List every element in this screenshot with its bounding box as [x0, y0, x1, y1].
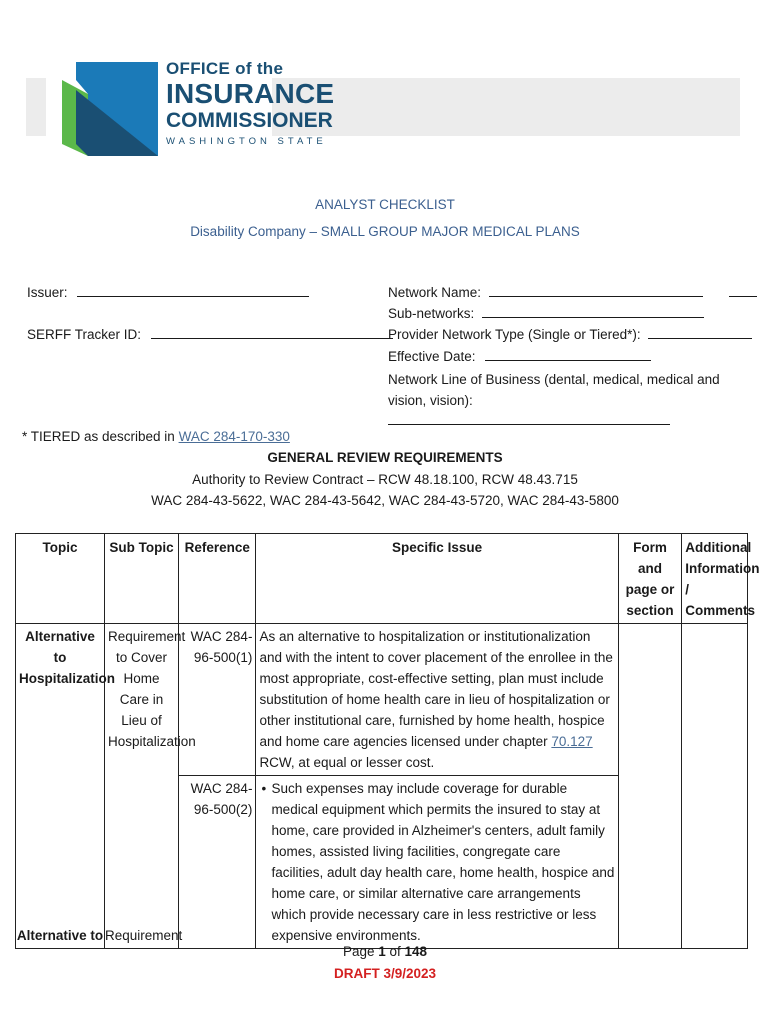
provider-type-blank[interactable]: [648, 326, 752, 339]
provider-type-field[interactable]: [388, 326, 752, 342]
topic-cell: [16, 624, 116, 949]
table-header-row: [16, 534, 748, 624]
table-row: [16, 624, 748, 776]
logo-line-insurance: INSURANCE: [166, 78, 335, 109]
reference-cell: WAC 284-96-500(2): [179, 776, 256, 949]
page-number: [0, 944, 770, 959]
draft-date-label: DRAFT 3/9/2023: [333, 966, 437, 981]
sub-topic-text: Requirement to Cover Home Care in Lieu of Hospitalization: [107, 629, 196, 749]
provider-type-label: Provider Network Type (Single or Tiered*):: [388, 327, 641, 342]
topic-text: Alternative to Hospitalization: [19, 629, 116, 686]
document-title: ANALYST CHECKLIST: [315, 197, 455, 212]
issuer-label: Issuer:: [27, 285, 68, 300]
logo-line-state: WASHINGTON STATE: [166, 136, 327, 147]
network-name-field[interactable]: [388, 284, 757, 300]
page-prefix: Page: [342, 944, 379, 959]
tiered-note: [22, 429, 290, 444]
network-name-blank[interactable]: [489, 284, 703, 297]
oic-logo-text: [166, 60, 334, 147]
line-of-business-blank[interactable]: [388, 424, 670, 425]
sub-networks-label: Sub-networks:: [388, 306, 475, 321]
line-of-business-label: Network Line of Business (dental, medical, medical and vision, vision):: [388, 372, 720, 408]
logo-line-commissioner: COMMISSIONER: [166, 109, 333, 132]
header-banner-left: [26, 78, 46, 136]
sub-topic-cell: [104, 624, 196, 949]
general-review-heading: GENERAL REVIEW REQUIREMENTS: [267, 450, 503, 465]
effective-date-blank[interactable]: [485, 348, 651, 361]
document-subtitle: Disability Company – SMALL GROUP MAJOR MEDICAL PLANS: [190, 224, 580, 239]
effective-date-field[interactable]: [388, 348, 651, 364]
next-sub-topic-text: Requirement: [104, 928, 183, 943]
authority-line-2: WAC 284-43-5622, WAC 284-43-5642, WAC 284-43-5720, WAC 284-43-5800: [151, 493, 619, 508]
specific-issue-cell: [256, 776, 618, 949]
header-additional-info: Additional Information / Comments: [682, 534, 748, 624]
network-name-label: Network Name:: [388, 285, 482, 300]
logo-line-office: OFFICE of the: [166, 59, 284, 78]
wac-284-170-330-link[interactable]: WAC 284-170-330: [178, 429, 290, 444]
issuer-field[interactable]: [27, 284, 309, 300]
header-banner-right: [272, 78, 740, 136]
authority-line-1: Authority to Review Contract – RCW 48.18.100, RCW 48.43.715: [192, 472, 578, 487]
next-topic-text: Alternative to: [16, 928, 104, 943]
serff-field[interactable]: [27, 326, 393, 342]
review-table: [15, 533, 760, 949]
serff-blank[interactable]: [151, 326, 393, 339]
header-topic: Topic: [16, 534, 105, 624]
page-current: 1: [378, 944, 386, 959]
tiered-note-text: * TIERED as described in: [22, 429, 179, 444]
page-of: of: [385, 944, 405, 959]
sub-networks-field[interactable]: [388, 305, 704, 321]
additional-info-cell[interactable]: [682, 624, 748, 949]
rcw-70-127-link[interactable]: 70.127: [551, 734, 593, 749]
header-sub-topic: Sub Topic: [104, 534, 178, 624]
page-total: 148: [404, 944, 428, 959]
issue-text-before: As an alternative to hospitalization or institutionalization and with the intent to cover placement of the enrollee in the most appropriate, cost-effective setting, plan must include substitution of home health care in lieu of hospitalization or other institutional care, furnished by home health, hospice and home care agencies licensed under chapter: [259, 629, 613, 749]
oic-logo-icon: [58, 60, 158, 160]
header-reference: Reference: [179, 534, 256, 624]
header-specific-issue: Specific Issue: [256, 534, 618, 624]
bullet-item: • Such expenses may include coverage for durable medical equipment which permits the insured to stay at home, care provided in Alzheimer's centers, adult family homes, assisted living facilities, congregate care facilities, adult day health care, home health, hospice and home care, or similar alternative care arrangements which provide necessary care in less restrictive or less expensive environments.: [271, 778, 614, 946]
form-page-cell[interactable]: [618, 624, 682, 949]
reference-cell: WAC 284-96-500(1): [179, 624, 256, 776]
specific-issue-cell: [256, 624, 618, 776]
serff-label: SERFF Tracker ID:: [27, 327, 142, 342]
network-name-blank-2[interactable]: [729, 284, 757, 297]
sub-networks-blank[interactable]: [482, 305, 704, 318]
issuer-blank[interactable]: [77, 284, 309, 297]
effective-date-label: Effective Date:: [388, 349, 476, 364]
issue-text-after: RCW, at equal or lesser cost.: [259, 755, 435, 770]
header-form-page: Form and page or section: [618, 534, 682, 624]
